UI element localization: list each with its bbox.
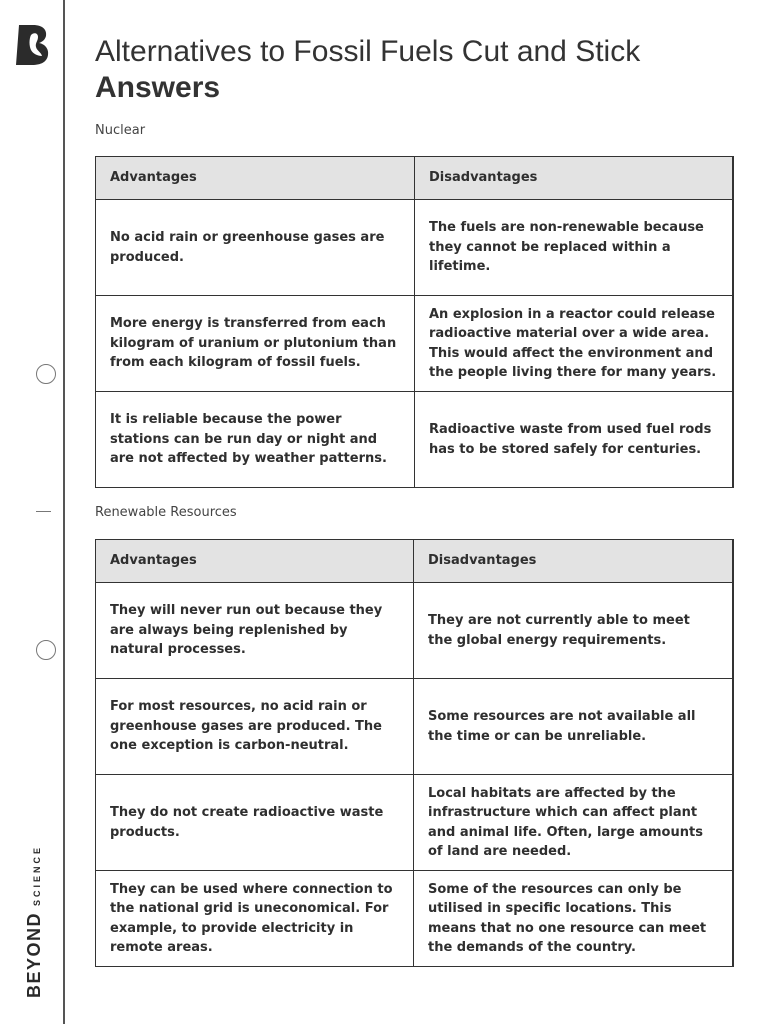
nuclear-table (95, 156, 734, 488)
header-disadvantages: Disadvantages (414, 540, 733, 583)
table-row (96, 296, 733, 392)
table-row (96, 392, 733, 488)
punch-hole-bottom (36, 640, 56, 660)
header-disadvantages: Disadvantages (415, 157, 733, 200)
header-advantages: Advantages (96, 540, 414, 583)
table-row (96, 871, 733, 967)
disadvantage-cell: Local habitats are affected by the infrastructure which can affect plant and animal life. Often, large amounts of land are needed. (414, 775, 733, 871)
renewable-table (95, 539, 734, 967)
advantage-cell: For most resources, no acid rain or greenhouse gases are produced. The one exception is carbon-neutral. (96, 679, 414, 775)
advantage-cell: No acid rain or greenhouse gases are produced. (96, 200, 415, 296)
header-advantages: Advantages (96, 157, 415, 200)
table-header-row (96, 157, 733, 200)
table-row (96, 775, 733, 871)
beyond-logo-icon (14, 22, 52, 66)
disadvantage-cell: The fuels are non-renewable because they cannot be replaced within a lifetime. (415, 200, 733, 296)
fold-mark (36, 511, 51, 512)
disadvantage-cell: Some resources are not available all the time or can be unreliable. (414, 679, 733, 775)
page-subtitle: Answers (95, 71, 221, 104)
advantage-cell: More energy is transferred from each kilogram of uranium or plutonium than from each kilogram of fossil fuels. (96, 296, 415, 392)
advantage-cell: They will never run out because they are always being replenished by natural processes. (96, 583, 414, 679)
disadvantage-cell: They are not currently able to meet the global energy requirements. (414, 583, 733, 679)
table-row (96, 583, 733, 679)
table-row (96, 200, 733, 296)
disadvantage-cell: Some of the resources can only be utilised in specific locations. This means that no one resource can meet the demands of the country. (414, 871, 733, 967)
section-label-renewable: Renewable Resources (95, 505, 237, 520)
table-row (96, 679, 733, 775)
brand-sub: SCIENCE (32, 844, 42, 906)
brand-main: BEYOND (24, 911, 44, 998)
page-title: Alternatives to Fossil Fuels Cut and Stick (95, 35, 641, 68)
disadvantage-cell: Radioactive waste from used fuel rods has to be stored safely for centuries. (415, 392, 733, 488)
advantage-cell: They can be used where connection to the national grid is uneconomical. For example, to provide electricity in remote areas. (96, 871, 414, 967)
table-header-row (96, 540, 733, 583)
brand-wordmark (24, 845, 45, 998)
margin-rule (63, 0, 65, 1024)
advantage-cell: It is reliable because the power stations can be run day or night and are not affected by weather patterns. (96, 392, 415, 488)
advantage-cell: They do not create radioactive waste products. (96, 775, 414, 871)
punch-hole-top (36, 364, 56, 384)
disadvantage-cell: An explosion in a reactor could release radioactive material over a wide area. This would affect the environment and the people living there for many years. (415, 296, 733, 392)
section-label-nuclear: Nuclear (95, 123, 146, 138)
